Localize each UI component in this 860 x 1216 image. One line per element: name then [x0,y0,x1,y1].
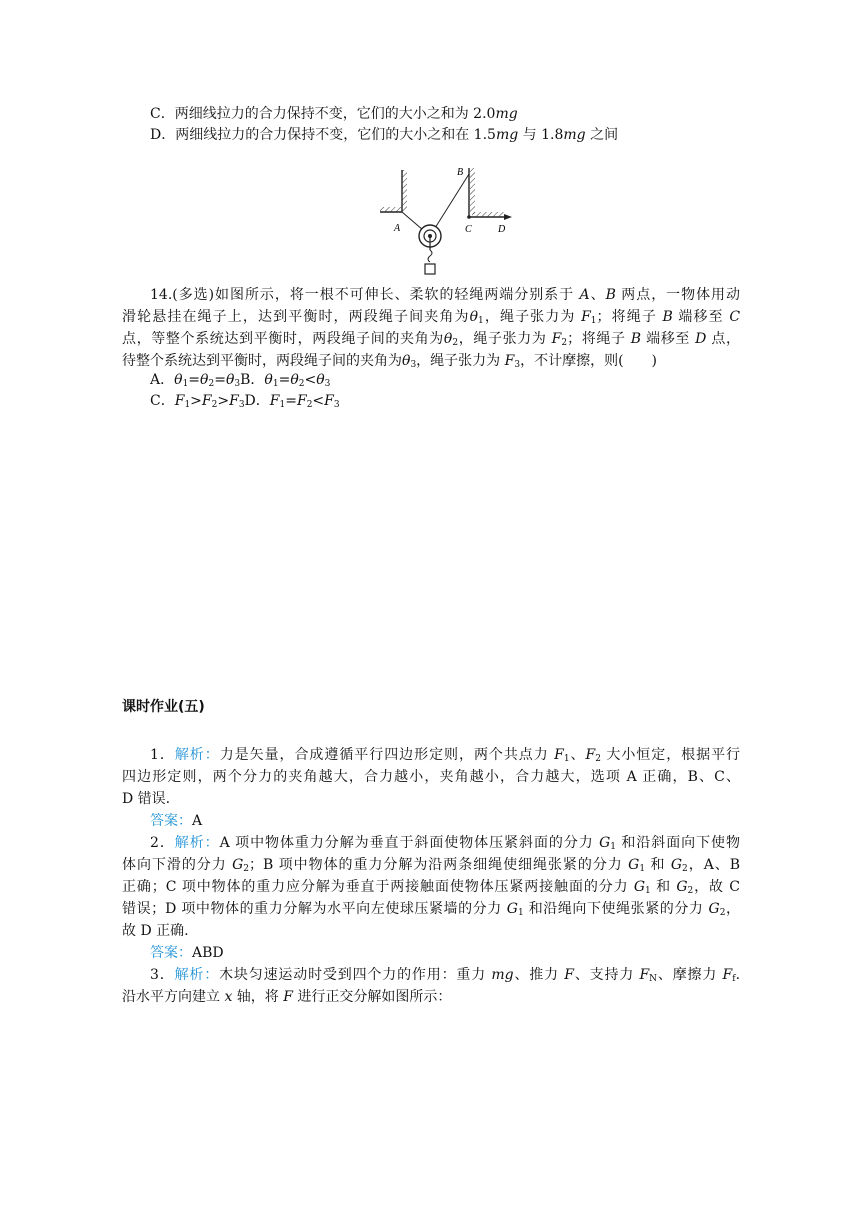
q13-option-c: C．两细线拉力的合力保持不变，它们的大小之和为 2.0mg [150,106,518,122]
q13-option-d: D．两细线拉力的合力保持不变，它们的大小之和在 1.5mg 与 1.8mg 之间 [150,127,619,143]
answer-2: 2．解析：A 项中物体重力分解为垂直于斜面使物体压紧斜面的分力 $G_1$ 和沿斜面向下使物 体向下滑的分力 $G_2$；B 项中物体的重力分解为沿两条细绳使细绳张紧的分力 $G_1$ 和 $G_2$，A、B 正确；C 项中物体的重力应分解为垂直于两接触面使物体压紧两接触面的分力 $G_1$ 和 $G_2$，故 C 错误；D 项中物体的重力分解为水平向左使球压紧墙的分力 $G_1$ 和沿绳向下使绳张紧的分力 $G_2$， 故 D 正确. 答案：ABD [122,835,741,961]
label-d: D [498,224,506,235]
left-wall [380,170,407,212]
question-14: 14.(多选)如图所示，将一根不可伸长、柔软的轻绳两端分别系于 A、B 两点，一物体用动 滑轮悬挂在绳子上，达到平衡时，两段绳子间夹角为$\theta_1$，绳子张力为 $F_1$；将绳子 B 端移至 C 点，等整个系统达到平衡时，两段绳子间的夹角为$\theta_2$，绳子张力为 $F_2$；将绳子 B 端移至 D 点， 待整个系统达到平衡时，两段绳子间的夹角为$\theta_3$，绳子张力为 $F_3$，不计摩擦，则( ) [122,287,741,370]
label-a: A [394,223,401,234]
label-c: C [465,224,472,235]
answer-2-value: ABD [192,945,224,961]
section-title: 课时作业(五) [122,699,205,715]
analysis-label: 解析： [174,967,220,983]
analysis-label: 解析： [174,835,220,851]
answer-label: 答案： [150,945,192,961]
pulley [419,225,441,274]
answer-1-value: A [192,813,203,829]
answer-label: 答案： [150,813,192,829]
answer-1: 1．解析：力是矢量，合成遵循平行四边形定则，两个共点力 $F_1$、$F_2$ 大小恒定，根据平行 四边形定则，两个分力的夹角越大，合力越小，夹角越小，合力越大，选项 A 正确，B、C、 D 错误. 答案：A [122,747,741,829]
q14-options-ab: A．$\theta_1=\theta_2=\theta_3B$．$\theta_1=\theta_2<\theta_3$ [150,372,331,389]
right-wall [469,168,512,220]
label-b: B [457,167,464,178]
pulley-figure [372,162,522,280]
analysis-label: 解析： [174,747,220,763]
answer-3: 3．解析：木块匀速运动时受到四个力的作用：重力 mg、推力 F、支持力 $F_N$、摩擦力 $F_f$. 沿水平方向建立 x 轴，将 F 进行正交分解如图所示： [122,967,741,1005]
q14-options-cd: C．$F_1>F_2>F_3D$．$F_1=F_2<F_3$ [150,393,340,410]
